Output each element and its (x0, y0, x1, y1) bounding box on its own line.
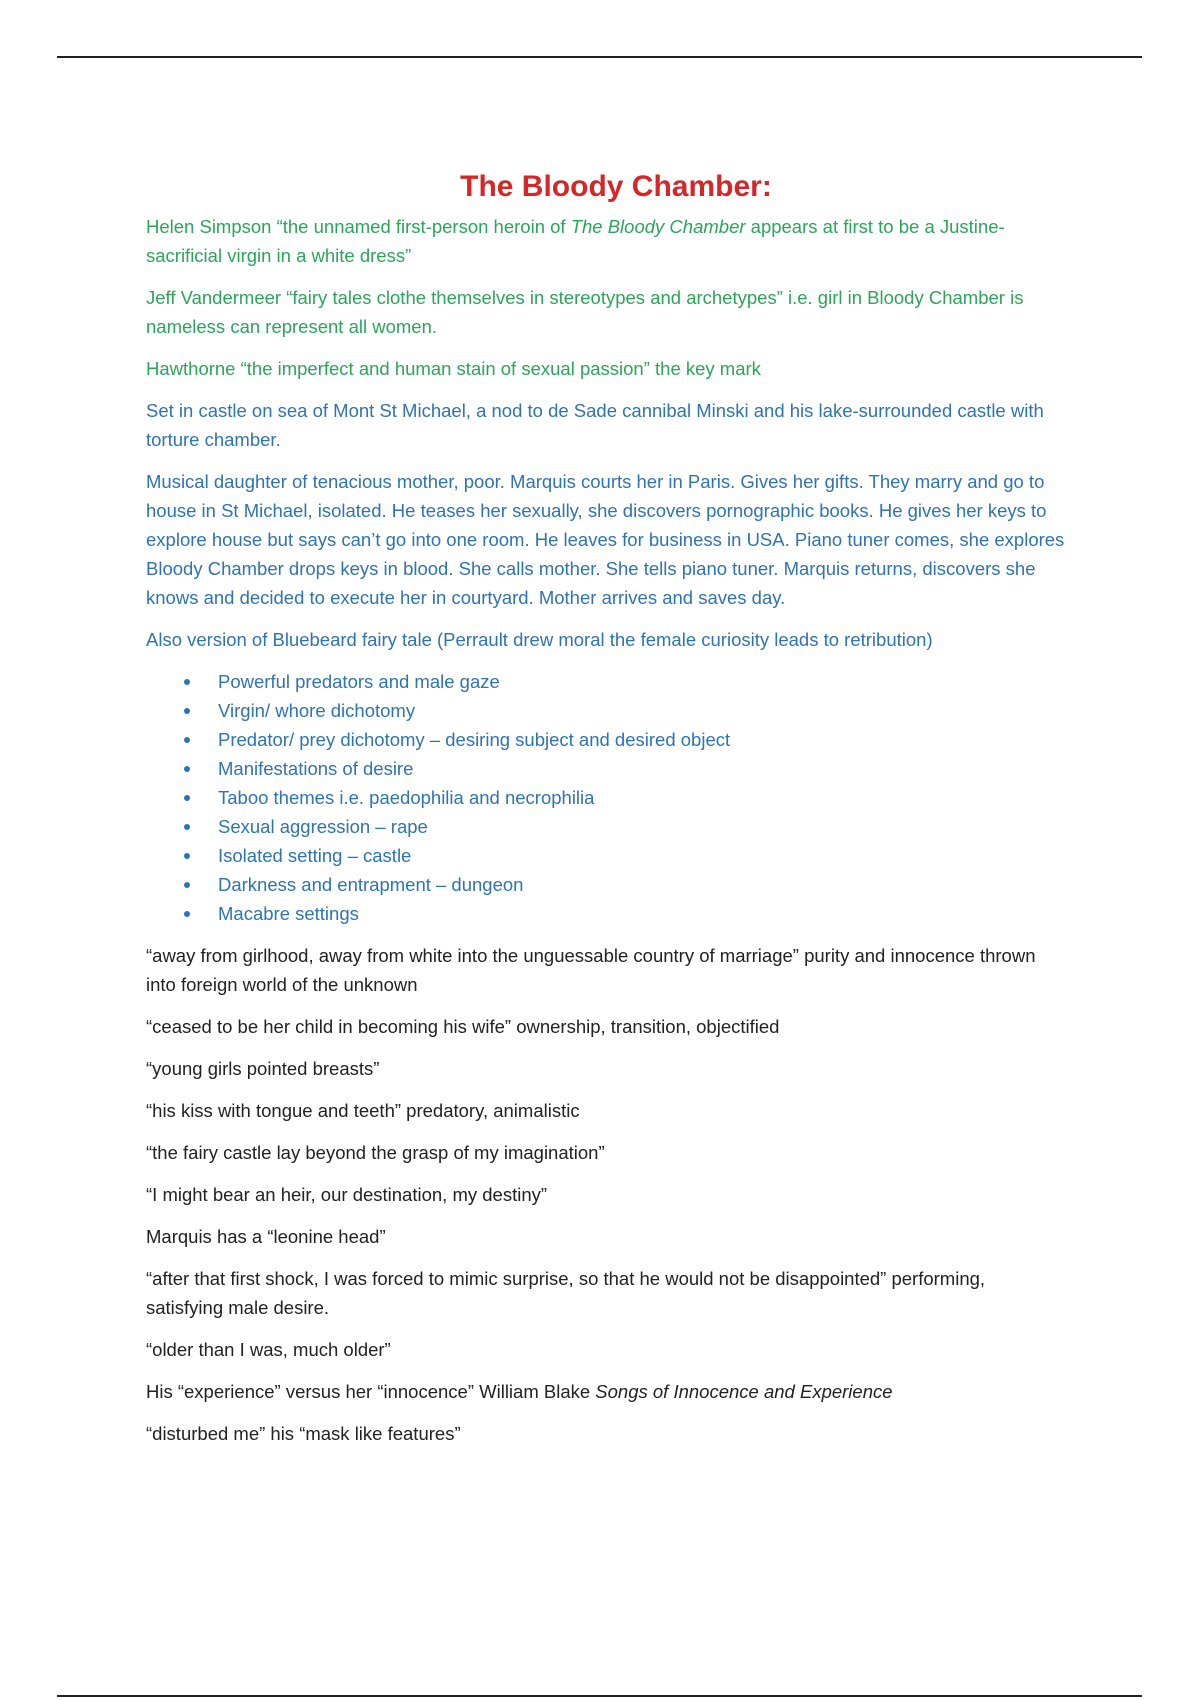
bullet-icon (184, 708, 190, 714)
context-plot-summary: Musical daughter of tenacious mother, poor. Marquis courts her in Paris. Gives her gifts. They marry and go to house in St Michael, isolated. He teases her sexually, she discovers pornographic books. He gives her keys to explore house but says can’t go into one room. He leaves for business in USA. Piano tuner comes, she explores Bloody Chamber drops keys in blood. She calls mother. She tells piano tuner. Marquis returns, discovers she knows and decided to execute her in courtyard. Mother arrives and saves day. (146, 471, 1065, 608)
blake-comparison (146, 1377, 1066, 1406)
context-bluebeard: Also version of Bluebeard fairy tale (Perrault drew moral the female curiosity leads to retribution) (146, 629, 933, 650)
bullet-icon (184, 882, 190, 888)
bullet-icon (184, 911, 190, 917)
bullet-icon (184, 737, 190, 743)
theme-item-text: Taboo themes i.e. paedophilia and necrophilia (218, 787, 595, 808)
theme-item-text: Isolated setting – castle (218, 845, 412, 866)
quote-paragraph: “away from girlhood, away from white into the unguessable country of marriage” purity and innocence thrown into foreign world of the unknown (146, 945, 1036, 995)
quote-paragraph: “older than I was, much older” (146, 1339, 391, 1360)
bullet-icon (184, 795, 190, 801)
themes-list (146, 667, 1066, 928)
critic-quote-simpson (146, 212, 1066, 270)
theme-item-text: Virgin/ whore dichotomy (218, 700, 416, 721)
theme-item (146, 812, 1066, 841)
theme-item (146, 870, 1066, 899)
critic-quote-simpson-title: The Bloody Chamber (570, 216, 746, 237)
theme-item-text: Darkness and entrapment – dungeon (218, 874, 524, 895)
theme-item (146, 667, 1066, 696)
document-page (146, 168, 1066, 1461)
theme-item (146, 696, 1066, 725)
critic-quote-hawthorne: Hawthorne “the imperfect and human stain of sexual passion” the key mark (146, 358, 761, 379)
bullet-icon (184, 766, 190, 772)
theme-item-text: Sexual aggression – rape (218, 816, 428, 837)
quote-paragraph: “young girls pointed breasts” (146, 1058, 380, 1079)
theme-item-text: Powerful predators and male gaze (218, 671, 500, 692)
theme-item-text: Manifestations of desire (218, 758, 414, 779)
quote-paragraph: “his kiss with tongue and teeth” predatory, animalistic (146, 1100, 580, 1121)
theme-item (146, 725, 1066, 754)
quote-paragraph: “ceased to be her child in becoming his wife” ownership, transition, objectified (146, 1016, 780, 1037)
theme-item (146, 783, 1066, 812)
theme-item (146, 899, 1066, 928)
footer-rule (57, 1695, 1142, 1697)
theme-item-text: Predator/ prey dichotomy – desiring subject and desired object (218, 729, 731, 750)
context-setting: Set in castle on sea of Mont St Michael, a nod to de Sade cannibal Minski and his lake-surrounded castle with torture chamber. (146, 400, 1044, 450)
theme-item (146, 754, 1066, 783)
bullet-icon (184, 824, 190, 830)
quote-paragraph: “I might bear an heir, our destination, my destiny” (146, 1184, 548, 1205)
quote-paragraph: “the fairy castle lay beyond the grasp of my imagination” (146, 1142, 605, 1163)
theme-item-text: Macabre settings (218, 903, 359, 924)
header-rule (57, 56, 1142, 58)
bullet-icon (184, 679, 190, 685)
quote-paragraph-final: “disturbed me” his “mask like features” (146, 1423, 461, 1444)
quote-paragraph: Marquis has a “leonine head” (146, 1226, 386, 1247)
critic-quote-simpson-pre: Helen Simpson “the unnamed first-person heroin of (146, 216, 571, 237)
blake-comparison-text: His “experience” versus her “innocence” William Blake (146, 1381, 596, 1402)
bullet-icon (184, 853, 190, 859)
quote-paragraph: “after that first shock, I was forced to mimic surprise, so that he would not be disappointed” performing, satisfying male desire. (146, 1268, 986, 1318)
page-title: The Bloody Chamber: (460, 170, 772, 203)
critic-quote-simpson-post: appears at first to be a Justine-sacrificial virgin in a white dress” (146, 216, 1005, 266)
theme-item (146, 841, 1066, 870)
critic-quote-vandermeer: Jeff Vandermeer “fairy tales clothe themselves in stereotypes and archetypes” i.e. girl in Bloody Chamber is nameless can represent all women. (146, 287, 1024, 337)
blake-work-title: Songs of Innocence and Experience (595, 1381, 893, 1402)
